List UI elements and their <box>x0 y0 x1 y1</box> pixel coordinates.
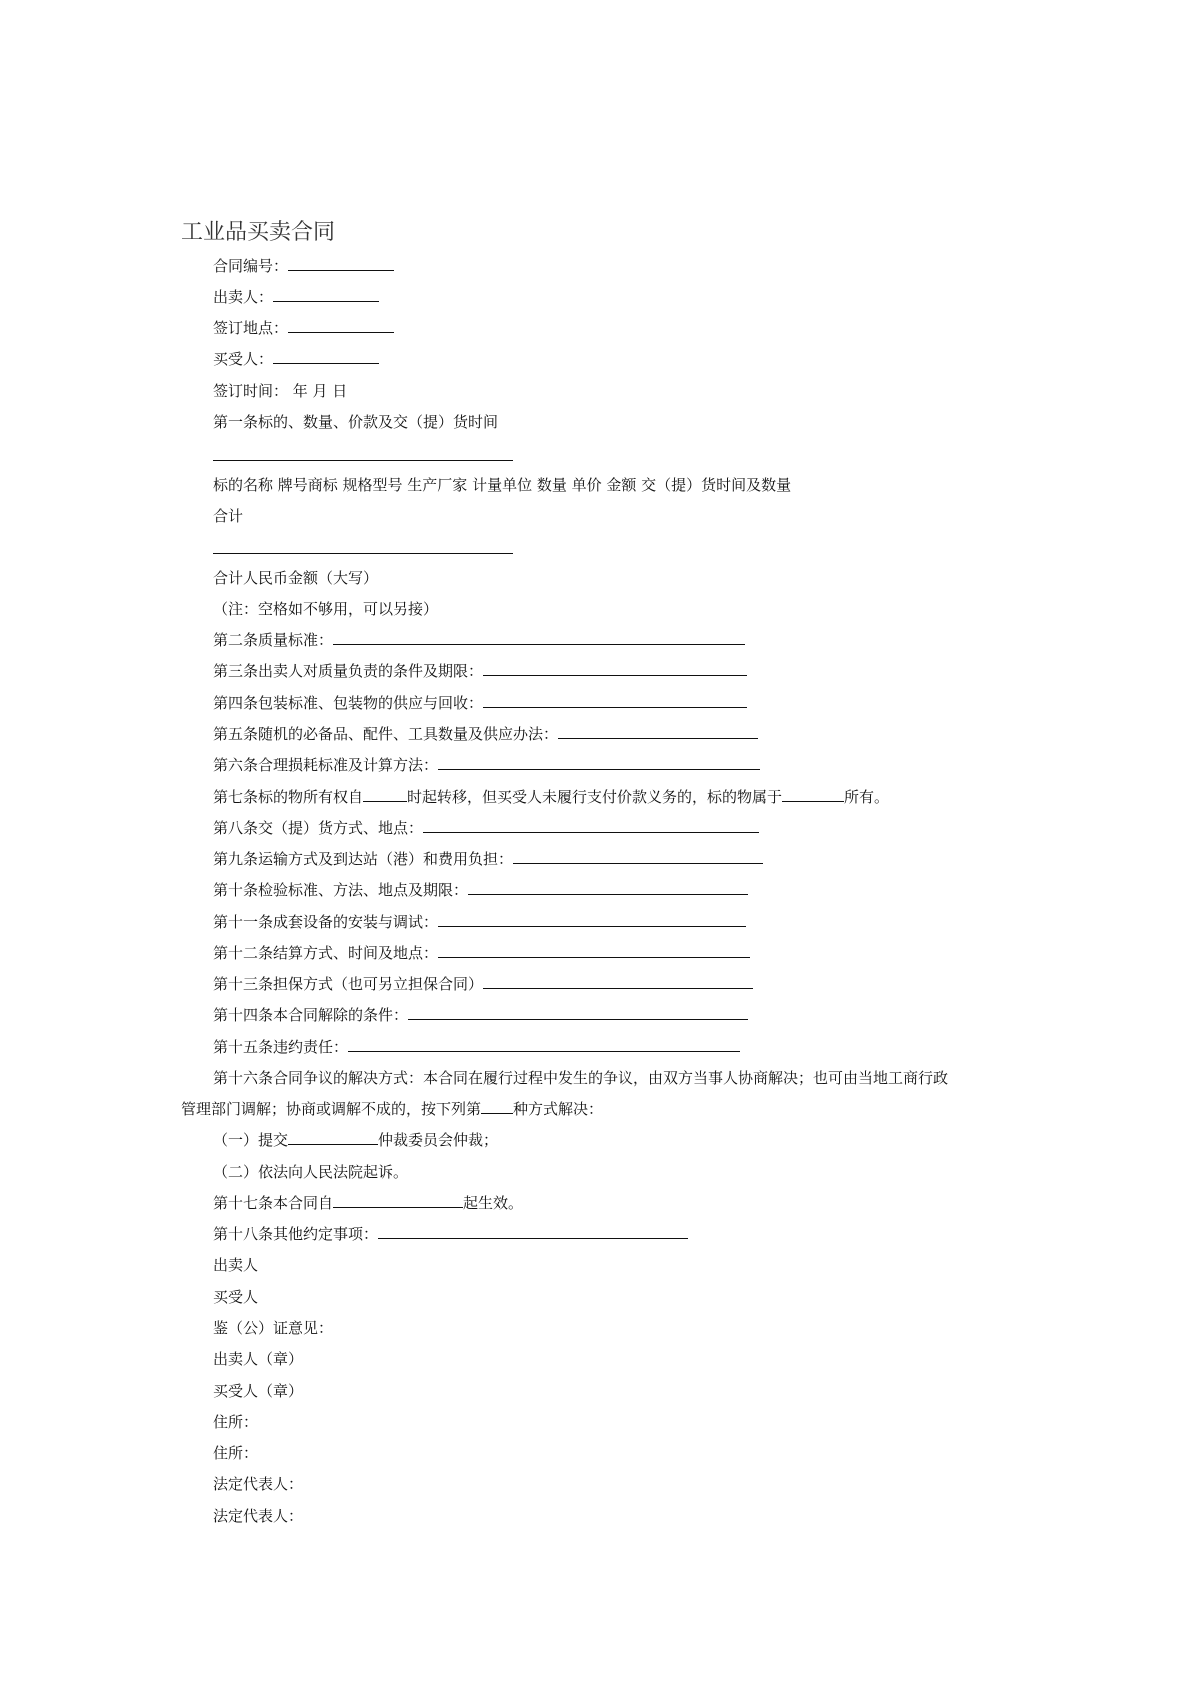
article-16-line-2 <box>181 1099 603 1119</box>
option-1-arbitration-field[interactable] <box>288 1130 378 1145</box>
sign-place-line <box>213 318 394 338</box>
article-7-text-c: 所有。 <box>844 788 890 806</box>
article-12-field[interactable] <box>438 943 750 958</box>
article-17-line <box>213 1193 523 1213</box>
contract-no-line <box>213 256 394 276</box>
article-4-line <box>213 693 747 713</box>
seller-field[interactable] <box>273 287 379 302</box>
table-divider-top <box>213 460 513 461</box>
article-5-line <box>213 724 758 744</box>
note-text: （注：空格如不够用，可以另接） <box>213 600 439 618</box>
total-rmb-label: 合计人民币金额（大写） <box>213 569 379 587</box>
article-2-line <box>213 630 745 650</box>
sign-time-line: 签订时间： 年 月 日 <box>213 382 348 400</box>
seller-seal: 出卖人（章） <box>213 1350 304 1368</box>
buyer-address: 住所： <box>213 1444 259 1462</box>
article-18-line <box>213 1224 688 1244</box>
total-label: 合计 <box>213 507 244 525</box>
article-11-label: 第十一条成套设备的安装与调试： <box>213 913 439 931</box>
buyer-line <box>213 349 379 369</box>
article-11-field[interactable] <box>438 912 746 927</box>
article-14-line <box>213 1005 748 1025</box>
article-17-text-b: 起生效。 <box>463 1194 524 1212</box>
seller-representative: 法定代表人： <box>213 1475 304 1493</box>
article-7-text-a: 第七条标的物所有权自 <box>213 788 364 806</box>
article-5-field[interactable] <box>558 724 758 739</box>
article-3-label: 第三条出卖人对质量负责的条件及期限： <box>213 662 484 680</box>
article-10-field[interactable] <box>468 880 748 895</box>
article-3-field[interactable] <box>483 661 747 676</box>
buyer-field[interactable] <box>273 349 379 364</box>
article-12-label: 第十二条结算方式、时间及地点： <box>213 944 439 962</box>
article-16-text-b: 种方式解决： <box>513 1100 604 1118</box>
article-4-label: 第四条包装标准、包装物的供应与回收： <box>213 694 484 712</box>
article-9-field[interactable] <box>513 849 763 864</box>
option-1-text-a: （一）提交 <box>213 1131 289 1149</box>
article-6-line <box>213 755 760 775</box>
article-6-field[interactable] <box>438 755 760 770</box>
buyer-label: 买受人： <box>213 350 274 368</box>
table-divider-bottom <box>213 553 513 554</box>
sign-place-field[interactable] <box>288 318 394 333</box>
article-15-line <box>213 1037 740 1057</box>
article-8-label: 第八条交（提）货方式、地点： <box>213 819 424 837</box>
article-7-line <box>213 787 889 807</box>
article-11-line <box>213 912 746 932</box>
article-12-line <box>213 943 750 963</box>
article-10-label: 第十条检验标准、方法、地点及期限： <box>213 881 469 899</box>
article-9-label: 第九条运输方式及到达站（港）和费用负担： <box>213 850 514 868</box>
table-header-row: 标的名称 牌号商标 规格型号 生产厂家 计量单位 数量 单价 金额 交（提）货时间及数量 <box>213 476 792 494</box>
article-5-label: 第五条随机的必备品、配件、工具数量及供应办法： <box>213 725 559 743</box>
signature-seller: 出卖人 <box>213 1256 259 1274</box>
article-14-label: 第十四条本合同解除的条件： <box>213 1006 409 1024</box>
article-13-field[interactable] <box>483 974 753 989</box>
seller-label: 出卖人： <box>213 288 274 306</box>
article-2-field[interactable] <box>333 630 745 645</box>
article-4-field[interactable] <box>483 693 747 708</box>
article-2-label: 第二条质量标准： <box>213 631 334 649</box>
article-7-text-b: 时起转移，但买受人未履行支付价款义务的，标的物属于 <box>407 788 783 806</box>
article-7-field-time[interactable] <box>363 787 407 802</box>
article-16-choice-field[interactable] <box>481 1099 513 1114</box>
article-16-line-1: 第十六条合同争议的解决方式：本合同在履行过程中发生的争议，由双方当事人协商解决；也可由当地工商行政 <box>213 1069 949 1087</box>
article-6-label: 第六条合理损耗标准及计算方法： <box>213 756 439 774</box>
option-1-text-b: 仲裁委员会仲裁； <box>378 1131 499 1149</box>
option-2-line: （二）依法向人民法院起诉。 <box>213 1163 409 1181</box>
signature-buyer: 买受人 <box>213 1288 259 1306</box>
contract-no-label: 合同编号： <box>213 257 289 275</box>
buyer-seal: 买受人（章） <box>213 1382 304 1400</box>
article-14-field[interactable] <box>408 1005 748 1020</box>
article-18-field[interactable] <box>378 1224 688 1239</box>
seller-line <box>213 287 379 307</box>
article-17-text-a: 第十七条本合同自 <box>213 1194 334 1212</box>
article-17-effective-field[interactable] <box>333 1193 463 1208</box>
option-1-line <box>213 1130 498 1150</box>
article-8-line <box>213 818 759 838</box>
sign-place-label: 签订地点： <box>213 319 289 337</box>
article-13-line <box>213 974 753 994</box>
article-13-label: 第十三条担保方式（也可另立担保合同） <box>213 975 484 993</box>
contract-no-field[interactable] <box>288 256 394 271</box>
article-8-field[interactable] <box>423 818 759 833</box>
seller-address: 住所： <box>213 1413 259 1431</box>
article-3-line <box>213 661 747 681</box>
article-18-label: 第十八条其他约定事项： <box>213 1225 379 1243</box>
article-15-field[interactable] <box>348 1037 740 1052</box>
buyer-representative: 法定代表人： <box>213 1507 304 1525</box>
document-title: 工业品买卖合同 <box>181 220 336 245</box>
article-7-field-owner[interactable] <box>782 787 844 802</box>
article-9-line <box>213 849 763 869</box>
article-16-text-a: 管理部门调解；协商或调解不成的，按下列第 <box>181 1100 482 1118</box>
article-10-line <box>213 880 748 900</box>
notary-opinion: 鉴（公）证意见： <box>213 1319 334 1337</box>
article-1-heading: 第一条标的、数量、价款及交（提）货时间 <box>213 413 499 431</box>
article-15-label: 第十五条违约责任： <box>213 1038 349 1056</box>
